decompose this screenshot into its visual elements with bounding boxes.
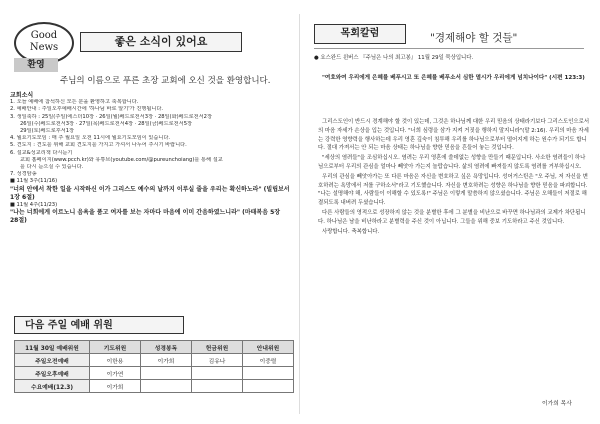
memory-verse-week4: ■ 11월 4주(11/23) bbox=[10, 201, 58, 208]
column-author: 이가희 목사 bbox=[542, 401, 572, 407]
roster-title: 다음 주일 예배 위원 bbox=[14, 316, 184, 334]
roster-cell bbox=[141, 367, 192, 380]
roster-header-cell: 기도위원 bbox=[90, 341, 141, 354]
roster-cell: 이중렬 bbox=[243, 354, 294, 367]
notice-item: 5. 견도지 : 견도를 위해 교회 견도지를 가지고 가셔서 나누어 주시기 바랍니다. bbox=[10, 142, 187, 149]
notice-item: 7. 성경암송 bbox=[10, 171, 37, 178]
notice-item: 29일(토)베드로후서1장 bbox=[20, 128, 75, 135]
notice-item: 3. 생일축하 : 25일(주일)에스더10장 · 26일(월)베드로전서3장 · 28일(화)베드로전서2장 bbox=[10, 113, 212, 120]
column-paragraph: "세상의 염려들"을 조심하십시오. 염려는 우리 영혼에 쓸데없는 성향을 만들기 때문입니다. 사소한 염려들이 하나님으로부터 우리의 관심을 얼마나 빼앗아 가는지 놀랍습니다. 삶의 염려에 빠져들지 않도록 염려를 거부하십시오. bbox=[318, 155, 586, 170]
table-row bbox=[15, 354, 294, 367]
notice-item: 26일(수)베드로전서3장 · 27일(목)베드로전서4장 · 28일(금)베드로전서5장 bbox=[20, 120, 193, 127]
roster-header-row bbox=[15, 341, 294, 354]
roster-cell: 김유나 bbox=[192, 354, 243, 367]
table-row bbox=[15, 380, 294, 393]
roster-header-cell: 11월 30일 예배위원 bbox=[15, 341, 90, 354]
notice-item: 교회 홈페이지(www.pcch.kr)와 유튜브(youtube.com/@pureunchoiang)를 통해 설교 bbox=[20, 156, 223, 163]
roster-cell bbox=[192, 367, 243, 380]
news-section-title: 좋은 소식이 있어요 bbox=[80, 32, 242, 52]
notice-item: 6. 설교&성교리책 다시듣기 bbox=[10, 149, 73, 156]
notice-header: 교회소식 bbox=[10, 92, 34, 99]
roster-cell: 이가희 bbox=[141, 354, 192, 367]
column-headline: "경제해야 할 것들" bbox=[430, 32, 518, 44]
table-row bbox=[15, 367, 294, 380]
logo-line1: Good bbox=[30, 30, 58, 41]
right-page bbox=[300, 0, 600, 424]
notice-item: 2. 예배안내 : 주일오후예배시간에 '하나님 바로 알기'가 진행됩니다. bbox=[10, 106, 164, 113]
memory-verse-2: "나는 너희에게 이르노니 음욕을 품고 여자를 보는 자마다 마음에 이미 간음하였느니라" (마태복음 5장 28절) bbox=[10, 208, 281, 224]
roster-header-cell: 안내위원 bbox=[243, 341, 294, 354]
roster-cell bbox=[192, 380, 243, 393]
roster-cell bbox=[243, 367, 294, 380]
column-paragraph: 그리스도인이 반드시 경계해야 할 것이 있는데, 그것은 하나님께 대한 우리 믿음의 상태라기보다 그리스도인으로서의 마음 자세가 손상을 입는 것입니다. "너희 심령을 삼가 지켜 거짓을 행하지 말지니라"(말 2:16). 우리의 마음 자세는 강력한 영향력을 행사하는데 우리 영혼 깊숙이 침투해 우리를 하나님으로부터 떨어지게 하는 원수가 되기도 합니다. 절대 가져서는 안 되는 마음 상태는 하나님을 향한 믿음을 흔들어 놓는 것입니다. bbox=[318, 119, 590, 152]
notice-item: 4. 월요기도모임 : 매 주 월요일 오전 11시에 월요기도모임이 있습니다. bbox=[10, 135, 171, 142]
welcome-tag: 환영 bbox=[14, 58, 58, 72]
column-source: ● 요스완드 윈버스 『주님은 나의 최고봉』 11월 29일 묵상입니다. bbox=[314, 55, 474, 61]
roster-cell bbox=[243, 380, 294, 393]
column-title: 목회칼럼 bbox=[314, 24, 406, 44]
logo-line2: News bbox=[29, 42, 59, 53]
roster-cell bbox=[141, 380, 192, 393]
notice-item: 를 다시 듣으실 수 있습니다. bbox=[20, 164, 84, 171]
notice-item: ■ 11월 3주(11/16) bbox=[10, 178, 58, 185]
column-paragraph: 다른 사람들의 영적으로 성장하지 않는 것을 분별한 후에 그 분별을 비난으로 바꾸면 하나님과의 교제가 차단됩니다. 하나님은 남을 비난하라고 분별력을 주신 것이 아닙니다. 그들을 위해 중보 기도하라고 주신 것입니다. bbox=[318, 209, 586, 225]
notice-list bbox=[10, 92, 290, 225]
welcome-text: 주님의 이름으로 푸른 초장 교회에 오신 것을 환영합니다. bbox=[60, 76, 271, 86]
column-quote: "여호와여 우리에게 은혜를 베푸시고 또 은혜를 베푸소서 심한 멸시가 우리에게 넘치나이다" (시편 123:3) bbox=[322, 75, 585, 81]
column-paragraph: 우리의 관심을 빼앗아가는 또 다른 마음은 자신을 변호하고 싶은 욕망입니다. 성어거스틴은 "오 주님, 저 자신을 변호하려는 욕망에서 저를 구하소서"라고 기도했습니다. 자신을 변호하려는 성향은 하나님을 향한 믿음을 파괴합니다. "나는 설명해야 해, 사람들이 이해할 수 있도록!" 주님은 이렇게 말씀하지 않으셨습니다. 주님은 오해들이 저절로 해결되도록 내버려 두셨습니다. bbox=[318, 173, 588, 207]
roster-table bbox=[14, 340, 294, 393]
roster-cell: 이한용 bbox=[90, 354, 141, 367]
roster-cell: 이가희 bbox=[90, 380, 141, 393]
roster-cell: 주일오전예배 bbox=[15, 354, 90, 367]
notice-item: 1. 오늘 예배에 참석하신 모든 분을 환영하고 축복합니다. bbox=[10, 99, 139, 106]
headline-divider bbox=[314, 48, 584, 49]
roster-header-cell: 헌금위원 bbox=[192, 341, 243, 354]
roster-cell: 이가연 bbox=[90, 367, 141, 380]
roster-cell: 수요예배(12.3) bbox=[15, 380, 90, 393]
roster-header-cell: 성경봉독 bbox=[141, 341, 192, 354]
roster-cell: 주일오후예배 bbox=[15, 367, 90, 380]
column-paragraph: 사랑합니다. 축복합니다. bbox=[322, 228, 380, 235]
memory-verse-1: "너의 안에서 착한 일을 시작하신 이가 그리스도 예수의 날까지 이루실 줄을 우리는 확신하노라" (빌립보서 1장 6절) bbox=[10, 185, 290, 201]
column-body bbox=[318, 118, 590, 237]
